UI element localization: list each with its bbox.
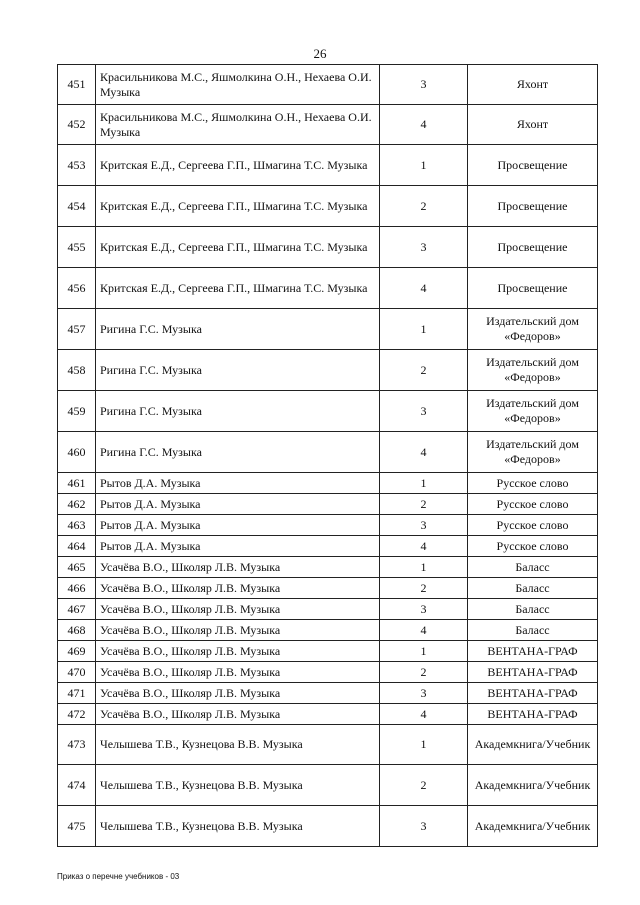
table-row [58,105,598,145]
table-row [58,620,598,641]
table-row [58,662,598,683]
row-number: 451 [58,65,96,105]
row-grade: 1 [380,725,468,765]
row-authors-title: Челышева Т.В., Кузнецова В.В. Музыка [96,765,380,806]
row-grade: 4 [380,536,468,557]
row-publisher: Издательский дом «Федоров» [468,391,598,432]
row-publisher: Яхонт [468,65,598,105]
row-grade: 3 [380,515,468,536]
row-grade: 4 [380,704,468,725]
row-authors-title: Критская Е.Д., Сергеева Г.П., Шмагина Т.С. Музыка [96,145,380,186]
row-publisher: Академкнига/Учебник [468,765,598,806]
row-publisher: Русское слово [468,515,598,536]
row-number: 468 [58,620,96,641]
table-row [58,186,598,227]
row-publisher: Академкнига/Учебник [468,725,598,765]
table-row [58,494,598,515]
row-authors-title: Усачёва В.О., Школяр Л.В. Музыка [96,662,380,683]
row-publisher: ВЕНТАНА-ГРАФ [468,641,598,662]
table-row [58,683,598,704]
row-publisher: Академкнига/Учебник [468,806,598,847]
textbook-table [57,64,598,847]
row-publisher: Просвещение [468,186,598,227]
row-authors-title: Рытов Д.А. Музыка [96,515,380,536]
row-authors-title: Ригина Г.С. Музыка [96,309,380,350]
row-authors-title: Челышева Т.В., Кузнецова В.В. Музыка [96,806,380,847]
row-grade: 1 [380,557,468,578]
row-publisher: ВЕНТАНА-ГРАФ [468,662,598,683]
row-grade: 2 [380,186,468,227]
table-row [58,725,598,765]
table-row [58,473,598,494]
row-number: 452 [58,105,96,145]
row-grade: 3 [380,65,468,105]
row-number: 453 [58,145,96,186]
row-grade: 4 [380,105,468,145]
table-row [58,641,598,662]
table-row [58,227,598,268]
table-row [58,391,598,432]
row-number: 472 [58,704,96,725]
table-row [58,432,598,473]
row-grade: 2 [380,578,468,599]
table-row [58,557,598,578]
row-grade: 3 [380,391,468,432]
row-authors-title: Рытов Д.А. Музыка [96,494,380,515]
row-grade: 4 [380,432,468,473]
row-number: 461 [58,473,96,494]
row-grade: 3 [380,683,468,704]
row-number: 470 [58,662,96,683]
row-publisher: Издательский дом «Федоров» [468,350,598,391]
table-row [58,599,598,620]
row-authors-title: Критская Е.Д., Сергеева Г.П., Шмагина Т.С. Музыка [96,268,380,309]
row-authors-title: Челышева Т.В., Кузнецова В.В. Музыка [96,725,380,765]
row-publisher: ВЕНТАНА-ГРАФ [468,683,598,704]
row-authors-title: Ригина Г.С. Музыка [96,432,380,473]
row-authors-title: Усачёва В.О., Школяр Л.В. Музыка [96,557,380,578]
row-authors-title: Красильникова М.С., Яшмолкина О.Н., Нехаева О.И. Музыка [96,105,380,145]
row-publisher: Издательский дом «Федоров» [468,309,598,350]
table-row [58,268,598,309]
row-authors-title: Красильникова М.С., Яшмолкина О.Н., Нехаева О.И. Музыка [96,65,380,105]
row-grade: 2 [380,662,468,683]
row-grade: 2 [380,765,468,806]
row-authors-title: Критская Е.Д., Сергеева Г.П., Шмагина Т.С. Музыка [96,186,380,227]
row-publisher: Баласс [468,620,598,641]
row-publisher: Просвещение [468,227,598,268]
row-number: 459 [58,391,96,432]
row-grade: 2 [380,350,468,391]
row-number: 466 [58,578,96,599]
row-number: 471 [58,683,96,704]
row-number: 475 [58,806,96,847]
row-authors-title: Рытов Д.А. Музыка [96,473,380,494]
row-authors-title: Ригина Г.С. Музыка [96,391,380,432]
row-number: 469 [58,641,96,662]
row-publisher: Баласс [468,557,598,578]
row-grade: 3 [380,599,468,620]
row-number: 460 [58,432,96,473]
table-row [58,145,598,186]
row-grade: 2 [380,494,468,515]
row-number: 455 [58,227,96,268]
row-number: 464 [58,536,96,557]
row-authors-title: Усачёва В.О., Школяр Л.В. Музыка [96,620,380,641]
row-grade: 1 [380,145,468,186]
row-authors-title: Рытов Д.А. Музыка [96,536,380,557]
row-publisher: Русское слово [468,473,598,494]
row-publisher: Баласс [468,599,598,620]
table-row [58,309,598,350]
table-row [58,515,598,536]
row-number: 474 [58,765,96,806]
row-publisher: ВЕНТАНА-ГРАФ [468,704,598,725]
table-row [58,806,598,847]
row-grade: 4 [380,620,468,641]
row-number: 463 [58,515,96,536]
row-number: 456 [58,268,96,309]
table-row [58,704,598,725]
row-publisher: Яхонт [468,105,598,145]
row-publisher: Баласс [468,578,598,599]
row-authors-title: Критская Е.Д., Сергеева Г.П., Шмагина Т.С. Музыка [96,227,380,268]
row-authors-title: Ригина Г.С. Музыка [96,350,380,391]
row-publisher: Русское слово [468,536,598,557]
row-number: 473 [58,725,96,765]
row-number: 457 [58,309,96,350]
row-grade: 1 [380,641,468,662]
page-number: 26 [313,46,327,61]
row-grade: 4 [380,268,468,309]
row-grade: 3 [380,227,468,268]
table-body [58,65,598,847]
table-row [58,350,598,391]
table-row [58,578,598,599]
row-authors-title: Усачёва В.О., Школяр Л.В. Музыка [96,683,380,704]
table-row [58,536,598,557]
row-publisher: Просвещение [468,145,598,186]
footer-text: Приказ о перечне учебников - 03 [57,872,180,881]
row-number: 454 [58,186,96,227]
row-number: 465 [58,557,96,578]
row-publisher: Издательский дом «Федоров» [468,432,598,473]
row-number: 462 [58,494,96,515]
row-grade: 1 [380,473,468,494]
row-grade: 1 [380,309,468,350]
row-number: 467 [58,599,96,620]
row-authors-title: Усачёва В.О., Школяр Л.В. Музыка [96,599,380,620]
row-authors-title: Усачёва В.О., Школяр Л.В. Музыка [96,641,380,662]
row-publisher: Русское слово [468,494,598,515]
row-number: 458 [58,350,96,391]
table-row [58,65,598,105]
row-authors-title: Усачёва В.О., Школяр Л.В. Музыка [96,578,380,599]
row-grade: 3 [380,806,468,847]
row-publisher: Просвещение [468,268,598,309]
row-authors-title: Усачёва В.О., Школяр Л.В. Музыка [96,704,380,725]
table-row [58,765,598,806]
